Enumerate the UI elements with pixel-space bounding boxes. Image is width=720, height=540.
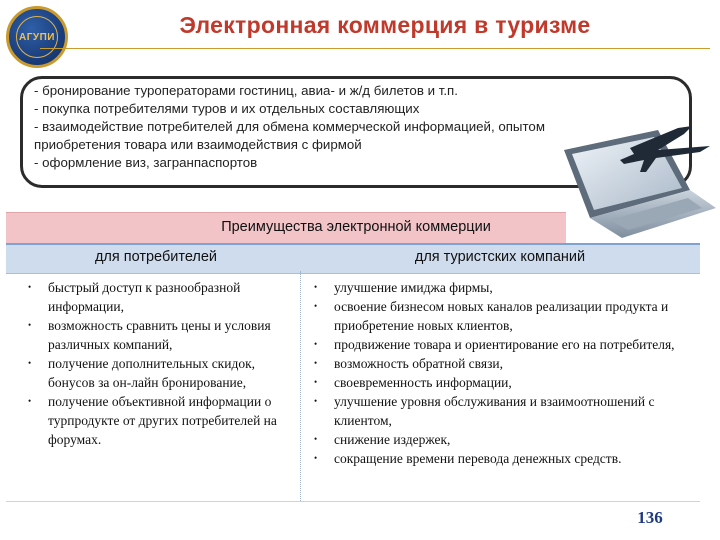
bubble-line: - бронирование туроператорами гостиниц, авиа- и ж/д билетов и т.п. (34, 83, 458, 98)
page-title: Электронная коммерция в туризме (179, 12, 591, 38)
list-item: • освоение бизнесом новых каналов реализации продукта и приобретение новых клиентов, (308, 297, 700, 335)
list-item: • продвижение товара и ориентирование его на потребителя, (308, 335, 700, 354)
company-advantages-list (308, 278, 700, 468)
list-item: • улучшение имиджа фирмы, (308, 278, 700, 297)
list-item: • снижение издержек, (308, 430, 700, 449)
bubble-line: - оформление виз, загранпаспортов (34, 155, 258, 170)
bubble-line: - взаимодействие потребителей для обмена коммерческой информацией, опытом (34, 119, 545, 134)
column-divider (300, 271, 302, 501)
logo-emblem-icon (16, 16, 58, 58)
list-item: • сокращение времени перевода денежных средств. (308, 449, 700, 468)
list-item: • получение объективной информации о турпродукте от других потребителей на форумах. (22, 392, 290, 449)
advantages-title: Преимущества электронной коммерции (221, 219, 491, 235)
logo-text: АГУПИ (19, 31, 55, 43)
university-logo (6, 6, 68, 68)
list-item: • своевременность информации, (308, 373, 700, 392)
bottom-divider (6, 501, 700, 502)
title-divider (40, 48, 710, 49)
bubble-line: приобретения товара или взаимодействия с фирмой (34, 137, 362, 152)
consumers-column-header: для потребителей (94, 249, 218, 265)
list-item: • получение дополнительных скидок, бонусов за он-лайн бронирование, (22, 354, 290, 392)
bubble-line: - покупка потребителями туров и их отдельных составляющих (34, 101, 420, 116)
list-item: • быстрый доступ к разнообразной информации, (22, 278, 290, 316)
list-item: • возможность сравнить цены и условия различных компаний, (22, 316, 290, 354)
companies-column-header: для туристских компаний (414, 249, 586, 265)
list-item: • улучшение уровня обслуживания и взаимоотношений с клиентом, (308, 392, 700, 430)
list-item: • возможность обратной связи, (308, 354, 700, 373)
page-number: 136 (637, 508, 663, 527)
consumer-advantages-list (22, 278, 290, 449)
